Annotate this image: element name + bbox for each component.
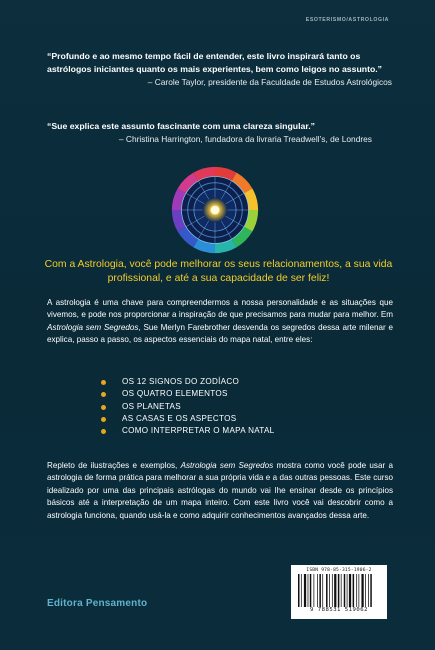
closing-text-1: Repleto de ilustrações e exemplos, [47, 461, 181, 470]
barcode-bar [368, 574, 369, 607]
barcode-bar [329, 574, 330, 607]
closing-text-2: mostra como você pode usar a astrologia de forma prática para melhorar a sua própria vida e a das outras pessoas. Este curso idealizado por uma das principais astrólogas do mundo vai lhe ensinar desde os princípios básicos até a interpretação de um mapa inteiro. Com este livro você vai descobrir como a astrologia funciona, quando usá-la e como adquirir conhecimentos avançados dessa arte. [47, 461, 393, 520]
closing-paragraph [47, 460, 393, 522]
quote-2 [47, 120, 392, 146]
barcode-bar [334, 574, 336, 607]
bullet-icon [101, 429, 106, 434]
intro-text-1: A astrologia é uma chave para compreendermos a nossa personalidade e as situações que vivemos, e pode nos proporcionar a inspiração de que precisamos para mudar para melhor. Em [47, 298, 393, 320]
barcode-bar [349, 574, 351, 607]
list-item [100, 401, 274, 413]
book-title-ref: Astrologia sem Segredos [47, 322, 139, 332]
barcode-bar [365, 574, 366, 607]
barcode-bar [359, 574, 360, 607]
barcode-bar [314, 574, 315, 607]
list-item [100, 376, 274, 388]
barcode-bar [370, 574, 372, 607]
list-item [100, 425, 274, 437]
topics-list [100, 376, 274, 437]
list-item-label: OS 12 SIGNOS DO ZODÍACO [122, 377, 240, 386]
quote-2-text: “Sue explica este assunto fascinante com uma clareza singular.” [47, 121, 315, 131]
isbn-label: ISBN 978-85-315-1906-2 [306, 568, 372, 573]
list-item-label: AS CASAS E OS ASPECTOS [122, 413, 237, 423]
category-label: ESOTERISMO/ASTROLOGIA [305, 17, 389, 23]
intro-paragraph [47, 297, 393, 347]
list-item-label: OS QUATRO ELEMENTOS [122, 389, 228, 399]
barcode-bar [326, 574, 328, 607]
barcode-bars-image [297, 574, 381, 607]
quote-1-text: “Profundo e ao mesmo tempo fácil de entender, este livro inspirará tanto os astrólogos iniciantes quanto os mais experientes, bem como leigos no assunto.” [47, 51, 383, 74]
barcode-bar [304, 574, 306, 607]
barcode-bar [332, 574, 333, 607]
barcode [291, 565, 387, 619]
barcode-bar [338, 574, 340, 607]
bullet-icon [101, 405, 106, 410]
bullet-icon [101, 392, 106, 397]
barcode-bar [301, 574, 302, 607]
headline: Com a Astrologia, você pode melhorar os seus relacionamentos, a sua vida profissional, e até a sua capacidade de ser feliz! [44, 259, 393, 284]
barcode-bar [322, 574, 323, 607]
barcode-bar [317, 574, 318, 607]
quote-1-attribution: – Carole Taylor, presidente da Faculdade de Estudos Astrológicos [147, 77, 392, 87]
barcode-bar [344, 574, 346, 607]
barcode-bar [356, 574, 357, 607]
barcode-bar [319, 574, 321, 607]
quote-1 [47, 50, 392, 89]
bullet-icon [101, 380, 106, 385]
barcode-bar [341, 574, 342, 607]
bullet-icon [101, 417, 106, 422]
list-item [100, 413, 274, 425]
barcode-bar [353, 574, 355, 607]
zodiac-wheel-image [171, 166, 259, 254]
barcode-bar [298, 574, 300, 607]
isbn-digits: 9 788531 519062 [309, 607, 369, 613]
barcode-bar [361, 574, 363, 607]
list-item [100, 388, 274, 400]
barcode-bar [347, 574, 348, 607]
quote-2-attribution: – Christina Harrington, fundadora da livraria Treadwell’s, de Londres [118, 134, 372, 144]
publisher-logo: Editora Pensamento [47, 598, 148, 609]
barcode-bar [308, 574, 309, 607]
book-title-ref-2: Astrologia sem Segredos [180, 461, 274, 470]
list-item-label: OS PLANETAS [122, 401, 181, 411]
list-item-label: COMO INTERPRETAR O MAPA NATAL [122, 426, 275, 436]
barcode-bar [310, 574, 312, 607]
intro-text-2: , Sue Merlyn Farebrother desvenda os segredos dessa arte milenar e explica, passo a passo, os aspectos essenciais do mapa natal, entre eles: [47, 322, 393, 345]
